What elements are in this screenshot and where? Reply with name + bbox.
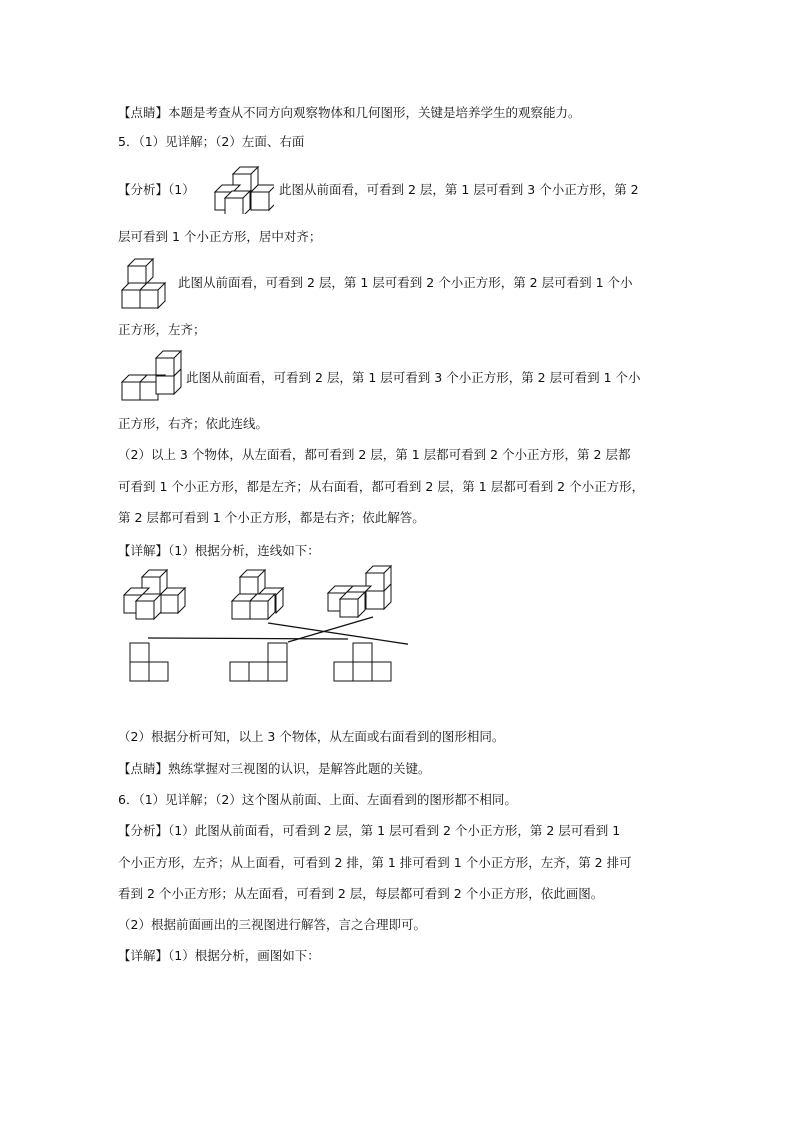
solid-a-icon — [124, 570, 185, 619]
matching-diagram — [118, 565, 408, 690]
text-line: （2）以上 3 个物体，从左面看，都可看到 2 层，第 1 层都可看到 2 个小正方形，第 2 层都 — [118, 447, 631, 462]
question-6-answer: 6．（1）见详解；（2）这个图从前面、上面、左面看到的图形都不相同。 — [118, 792, 517, 807]
view-3-icon — [334, 643, 391, 681]
text-line: 此图从前面看，可看到 2 层，第 1 层可看到 3 个小正方形，第 2 — [279, 182, 639, 197]
solid-b-icon — [232, 570, 283, 619]
text-line: 【点睛】熟练掌握对三视图的认识，是解答此题的关键。 — [118, 761, 431, 776]
text-line: 【分析】（1） — [118, 182, 195, 197]
text-line: 【点睛】本题是考查从不同方向观察物体和几何图形，关键是培养学生的观察能力。 — [118, 105, 581, 120]
text-line: 可看到 1 个小正方形，都是左齐；从右面看，都可看到 2 层，第 1 层都可看到 2 个小正方形， — [118, 479, 645, 494]
text-line: （2）根据前面画出的三视图进行解答，言之合理即可。 — [118, 917, 426, 932]
view-1-icon — [130, 643, 168, 681]
cube-solid-b-figure — [120, 258, 176, 310]
text-line: 【详解】（1）根据分析，画图如下： — [118, 948, 320, 963]
text-line: 正方形，左齐； — [118, 322, 206, 337]
text-line: 个小正方形，左齐；从上面看，可看到 2 排，第 1 排可看到 1 个小正方形，左齐，第 2 排可 — [118, 855, 632, 870]
text-line: 正方形，右齐；依此连线。 — [118, 416, 269, 431]
connector-line-1 — [148, 638, 348, 639]
text-line: 此图从前面看，可看到 2 层，第 1 层可看到 2 个小正方形，第 2 层可看到 1 个小 — [178, 275, 633, 290]
text-line: （2）根据分析可知，以上 3 个物体，从左面或右面看到的图形相同。 — [118, 729, 505, 744]
text-line: 【详解】（1）根据分析，连线如下： — [118, 543, 320, 558]
view-2-icon — [230, 643, 287, 681]
text-line: 此图从前面看，可看到 2 层，第 1 层可看到 3 个小正方形，第 2 层可看到 1 个小 — [186, 370, 641, 385]
text-line: 第 2 层都可看到 1 个小正方形，都是右齐；依此解答。 — [118, 510, 425, 525]
cube-solid-a-figure — [212, 164, 274, 214]
solid-c-icon — [328, 566, 391, 617]
question-5-answer: 5．（1）见详解；（2）左面、右面 — [118, 134, 305, 149]
cube-solid-c-figure — [120, 350, 184, 402]
text-line: 【分析】（1）此图从前面看，可看到 2 层，第 1 层可看到 2 个小正方形，第 2 层可看到 1 — [118, 823, 621, 838]
text-line: 看到 2 个小正方形；从左面看，可看到 2 层，每层都可看到 2 个小正方形，依此画图。 — [118, 886, 604, 901]
connector-line-3 — [288, 617, 373, 642]
text-line: 层可看到 1 个小正方形，居中对齐； — [118, 229, 322, 244]
